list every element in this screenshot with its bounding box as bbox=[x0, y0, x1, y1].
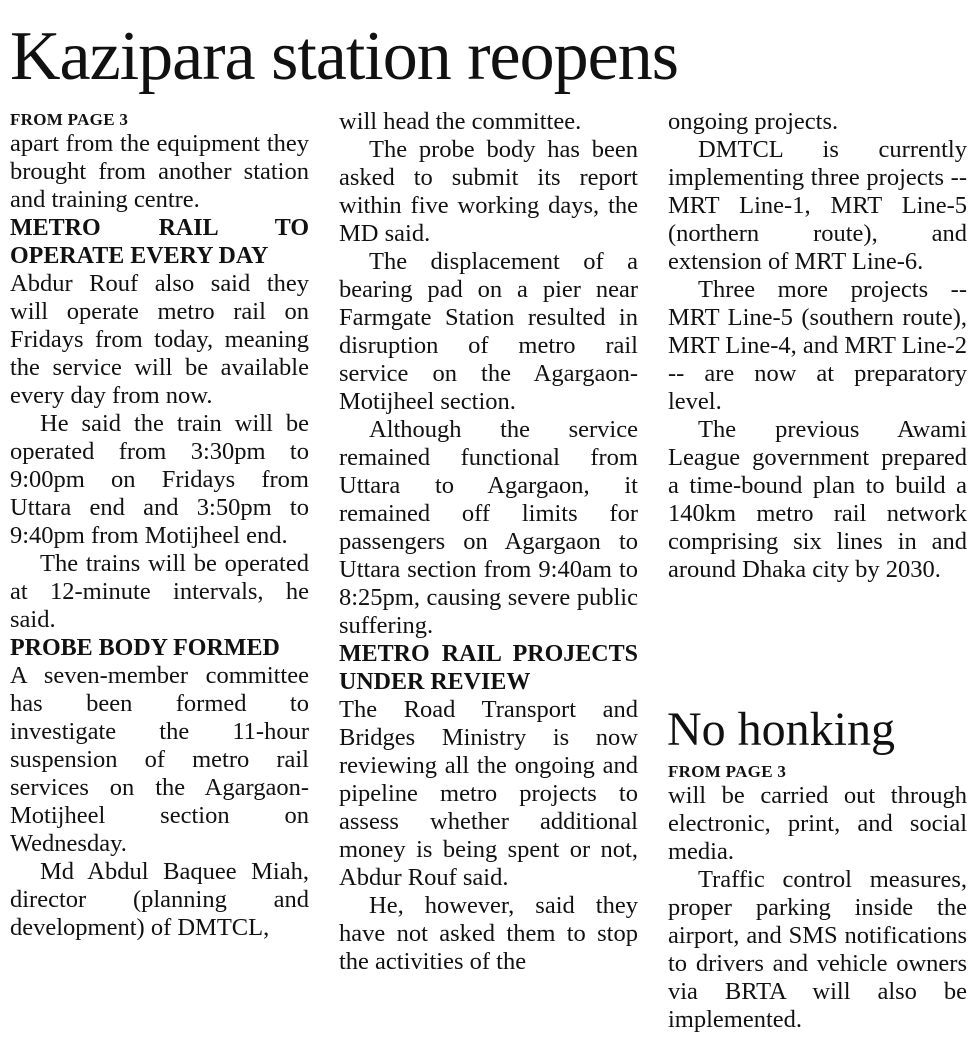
paragraph: He said the train will be operated from 3:30pm to 9:00pm on Fridays from Uttara end and 3:50pm to 9:40pm from Motijheel end. bbox=[10, 410, 309, 549]
paragraph: Traffic control measures, proper parking inside the airport, and SMS notifications to drivers and vehicle owners via BRTA will also be implemented. bbox=[668, 866, 967, 1033]
paragraph: Abdur Rouf also said they will operate metro rail on Fridays from today, meaning the service will be available every day from now. bbox=[10, 270, 309, 409]
column-3-story-2 bbox=[668, 762, 967, 1034]
paragraph: apart from the equipment they brought from another station and training centre. bbox=[10, 130, 309, 213]
jump-line: FROM PAGE 3 bbox=[10, 110, 129, 129]
paragraph: Md Abdul Baquee Miah, director (planning and development) of DMTCL, bbox=[10, 858, 309, 941]
subheading-under-review: METRO RAIL PROJECTS UNDER REVIEW bbox=[339, 641, 638, 695]
paragraph: Although the service remained functional from Uttara to Agargaon, it remained off limits for passengers on Agargaon to Uttara section from 9:40am to 8:25pm, causing severe public suffering. bbox=[339, 416, 638, 639]
column-3 bbox=[668, 108, 967, 584]
jump-line: FROM PAGE 3 bbox=[668, 762, 787, 781]
paragraph: will be carried out through electronic, print, and social media. bbox=[668, 782, 967, 865]
paragraph: The previous Awami League government prepared a time-bound plan to build a 140km metro rail network comprising six lines in and around Dhaka city by 2030. bbox=[668, 416, 967, 583]
column-2 bbox=[339, 108, 638, 976]
paragraph: DMTCL is currently implementing three projects -- MRT Line-1, MRT Line-5 (northern route), and extension of MRT Line-6. bbox=[668, 136, 967, 275]
subheading-every-day: METRO RAIL TO OPERATE EVERY DAY bbox=[10, 215, 309, 269]
paragraph: will head the committee. bbox=[339, 108, 582, 135]
paragraph: He, however, said they have not asked them to stop the activities of the bbox=[339, 892, 638, 975]
main-headline: Kazipara station reopens bbox=[10, 18, 678, 95]
paragraph: The displacement of a bearing pad on a pier near Farmgate Station resulted in disruption of metro rail service on the Agargaon-Motijheel section. bbox=[339, 248, 638, 415]
paragraph: The probe body has been asked to submit its report within five working days, the MD said. bbox=[339, 136, 638, 247]
paragraph: A seven-member committee has been formed to investigate the 11-hour suspension of metro rail services on the Agargaon-Motijheel section on Wednesday. bbox=[10, 662, 309, 857]
paragraph: The trains will be operated at 12-minute intervals, he said. bbox=[10, 550, 309, 633]
subheading-probe-body: PROBE BODY FORMED bbox=[10, 635, 280, 661]
paragraph: Three more projects -- MRT Line-5 (southern route), MRT Line-4, and MRT Line-2 -- are now at preparatory level. bbox=[668, 276, 967, 415]
paragraph: ongoing projects. bbox=[668, 108, 839, 135]
paragraph: The Road Transport and Bridges Ministry is now reviewing all the ongoing and pipeline metro projects to assess whether additional money is being spent or not, Abdur Rouf said. bbox=[339, 696, 638, 891]
secondary-headline: No honking bbox=[667, 703, 895, 756]
column-1 bbox=[10, 110, 309, 942]
